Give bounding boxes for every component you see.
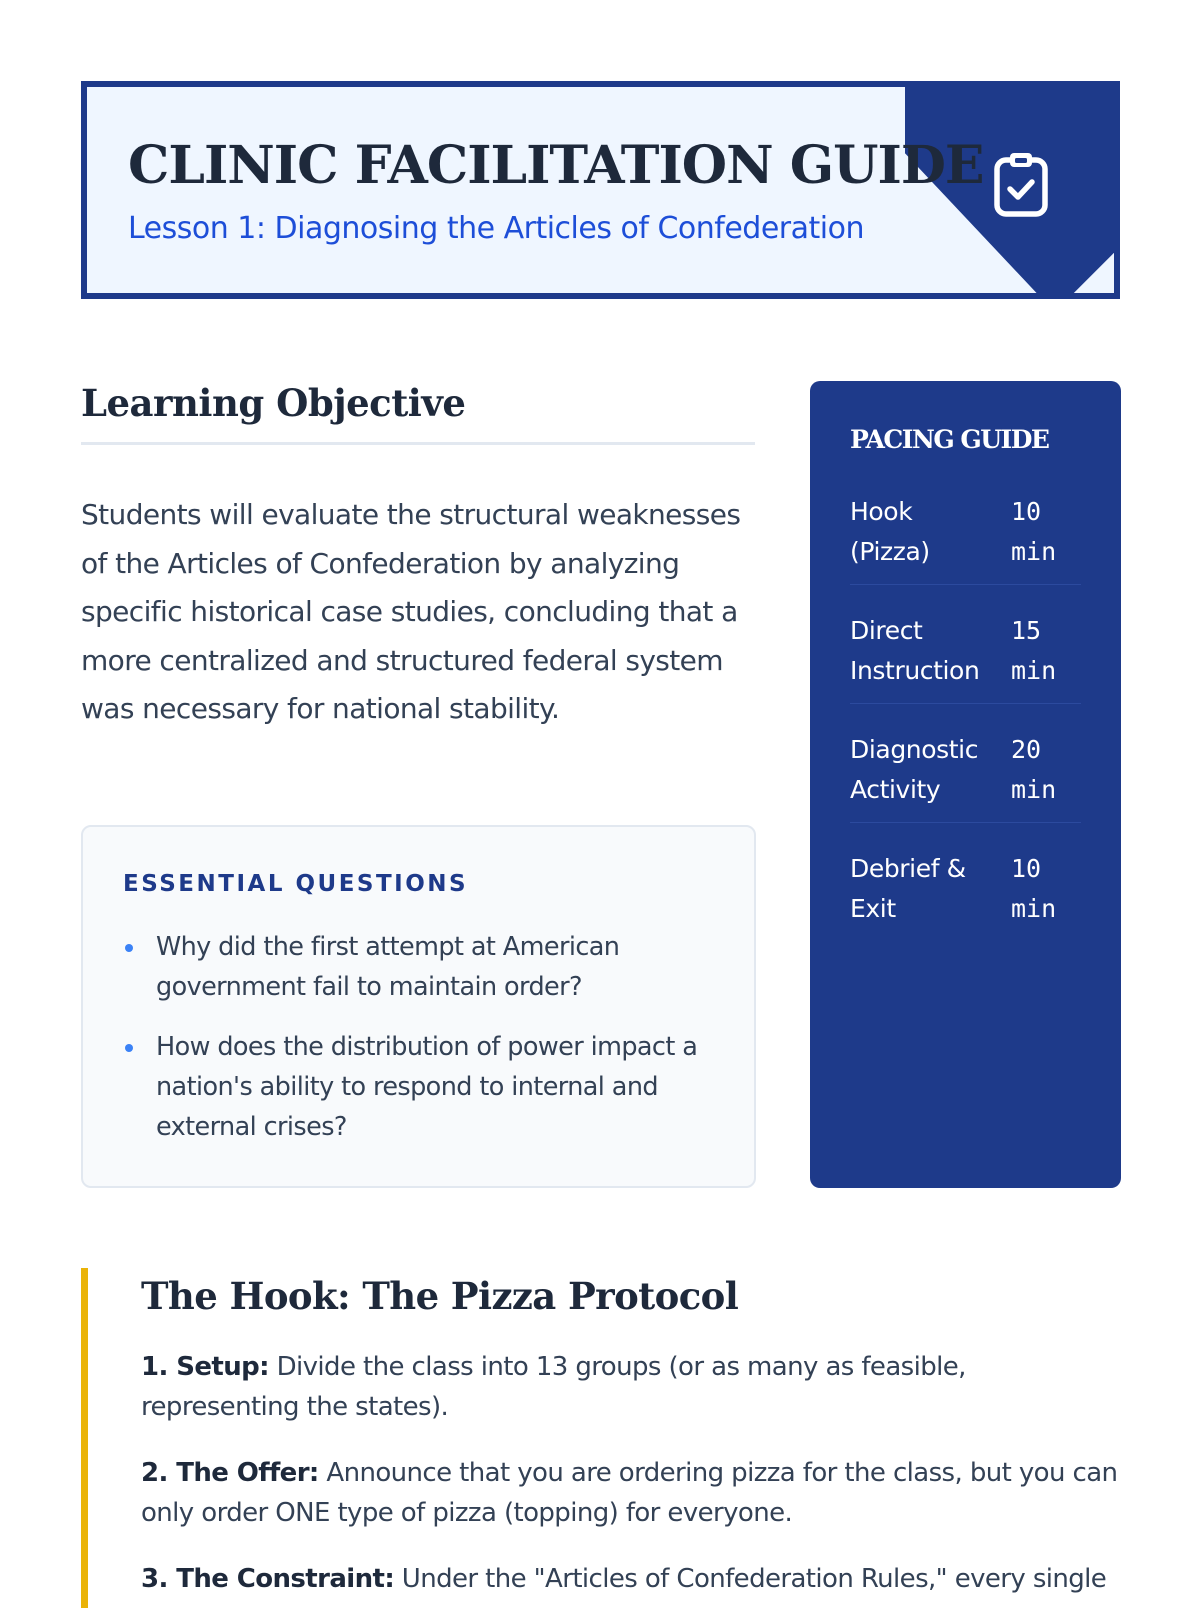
list-item bbox=[123, 927, 716, 1007]
pacing-row bbox=[850, 599, 1081, 704]
learning-objective-text: Students will evaluate the structural weaknesses of the Articles of Confederation by analyzing specific historical case studies, concluding that a more centralized and structured federal system was necessary for national stability. bbox=[81, 498, 741, 725]
hook-title: The Hook: The Pizza Protocol bbox=[141, 1274, 739, 1318]
lesson-subtitle: Lesson 1: Diagnosing the Articles of Confederation bbox=[128, 211, 864, 246]
hook-step-label: 2. The Offer: bbox=[141, 1458, 319, 1488]
page-title: CLINIC FACILITATION GUIDE bbox=[128, 135, 984, 196]
essential-questions-title: ESSENTIAL QUESTIONS bbox=[123, 871, 469, 897]
pacing-activity: Diagnostic Activity bbox=[850, 735, 979, 804]
hook-section bbox=[81, 1268, 1120, 1608]
question-text: Why did the first attempt at American government fail to maintain order? bbox=[156, 932, 620, 1002]
pacing-row bbox=[850, 480, 1081, 585]
hook-step-text: Under the "Articles of Confederation Rules," every single bbox=[394, 1564, 1107, 1594]
hook-step bbox=[141, 1559, 1121, 1599]
hook-step bbox=[141, 1347, 1121, 1427]
bullet-icon bbox=[125, 944, 133, 952]
question-text: How does the distribution of power impact a nation's ability to respond to internal and external crises? bbox=[156, 1032, 698, 1142]
bullet-icon bbox=[125, 1044, 133, 1052]
pacing-time: 10 min bbox=[1011, 497, 1057, 566]
clipboard-check-icon bbox=[993, 151, 1049, 217]
pacing-row bbox=[850, 837, 1081, 941]
learning-objective-heading: Learning Objective bbox=[81, 378, 755, 445]
pacing-time: 20 min bbox=[1011, 735, 1057, 804]
essential-questions-list bbox=[123, 927, 716, 1147]
pacing-time: 10 min bbox=[1011, 854, 1057, 923]
hook-step-text: Divide the class into 13 groups (or as many as feasible, representing the states). bbox=[141, 1352, 966, 1422]
hook-step-text: Announce that you are ordering pizza for the class, but you can only order ONE type of pizza (topping) for everyone. bbox=[141, 1458, 1118, 1528]
pacing-guide-title: PACING GUIDE bbox=[850, 425, 1049, 454]
hook-step bbox=[141, 1453, 1121, 1533]
pacing-activity: Direct Instruction bbox=[850, 616, 980, 685]
guide-header bbox=[81, 81, 1120, 299]
hook-step-label: 1. Setup: bbox=[141, 1352, 269, 1382]
list-item bbox=[123, 1027, 716, 1147]
pacing-time: 15 min bbox=[1011, 616, 1057, 685]
pacing-activity: Debrief & Exit bbox=[850, 854, 966, 923]
essential-questions-card bbox=[81, 825, 756, 1188]
pacing-activity: Hook (Pizza) bbox=[850, 497, 930, 566]
pacing-row bbox=[850, 718, 1081, 823]
hook-step-label: 3. The Constraint: bbox=[141, 1564, 395, 1594]
pacing-guide-panel bbox=[810, 381, 1121, 1188]
